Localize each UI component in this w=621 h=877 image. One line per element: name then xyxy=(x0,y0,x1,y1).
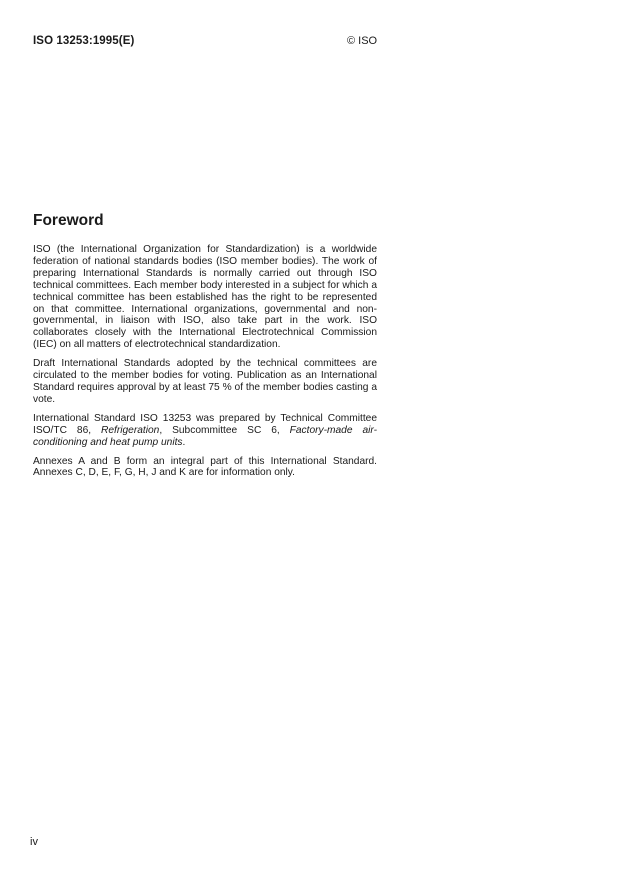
tc-prefix-text: International Standard ISO 13253 was prepared by Technical Committee ISO/TC 86, xyxy=(33,412,377,436)
paragraph-annexes: Annexes A and B form an integral part of this International Standard. Annexes C, D, E, F, G, H, J and K are for information only. xyxy=(33,455,377,479)
foreword-body xyxy=(33,244,377,486)
refrigeration-text: Refrigeration xyxy=(101,424,160,436)
subcommittee-title-text: Factory-made air-conditioning and heat pump units xyxy=(33,424,377,448)
tc-suffix-text: . xyxy=(182,436,186,448)
page-number: iv xyxy=(30,836,38,848)
paragraph-draft-standards: Draft International Standards adopted by the technical committees are circulated to the member bodies for voting. Publication as an International Standard requires approval by at least 75 % of the member bodies casting a vote. xyxy=(33,358,377,405)
document-id: ISO 13253:1995(E) xyxy=(33,35,135,47)
paragraph-iso-intro: ISO (the International Organization for Standardization) is a worldwide federation of national standards bodies (ISO member bodies). The work of preparing International Standards is normally carried out through ISO technical committees. Each member body interested in a subject for which a technical committee has been established has the right to be represented on that committee. International organizations, governmental and non-governmental, in liaison with ISO, also take part in the work. ISO collaborates closely with the International Electrotechnical Commission (IEC) on all matters of electrotechnical standardization. xyxy=(33,244,377,351)
tc-middle-text: , Subcommittee SC 6, xyxy=(159,424,290,436)
page-title: Foreword xyxy=(33,212,104,229)
paragraph-technical-committee xyxy=(33,413,377,449)
copyright-notice: © ISO xyxy=(347,35,378,47)
